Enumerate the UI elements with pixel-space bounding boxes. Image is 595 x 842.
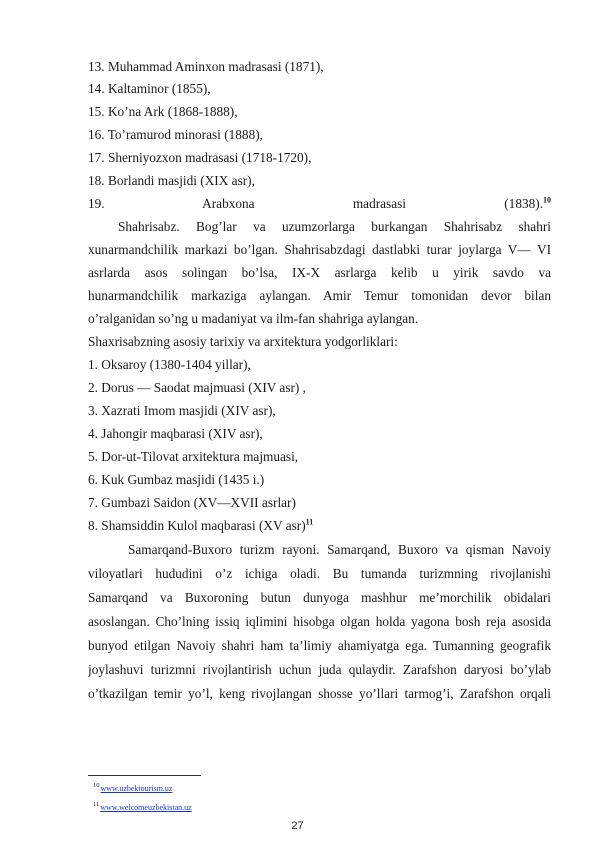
paragraph-line: Samarqand-Buxoro turizm rayoni. Samarqand, Buxoro va qisman Navoiy (128, 542, 551, 557)
paragraph-line: hunarmandchilik markaziga aylangan. Amir Temur tomonidan devor bilan (88, 288, 551, 303)
list-item: 2. Dorus — Saodat majmuasi (XIV asr) , (88, 380, 307, 395)
footnote-11 (88, 799, 192, 814)
list-item: 16. To’ramurod minorasi (1888), (88, 127, 263, 142)
item19-year: (1838).$^{10}$ (504, 195, 551, 211)
list-item: 3. Xazrati Imom masjidi (XIV asr), (88, 403, 276, 418)
item19-name: Arabxona (202, 196, 255, 211)
footnote-number: 10 (93, 782, 100, 789)
list-item-8: 8. Shamsiddin Kulol maqbarasi (XV asr)$^{11}$ (88, 517, 314, 533)
list-item: 4. Jahongir maqbarasi (XIV asr), (88, 426, 263, 441)
paragraph-line: Shahrisabz. Bog’lar va uzumzorlarga burkangan Shahrisabz shahri (118, 219, 551, 234)
paragraph-line: bunyod etilgan Navoiy shahri ham ta’limiy ahamiyatga ega. Tumanning geografik (88, 638, 551, 653)
list-item: 5. Dor-ut-Tilovat arxitektura majmuasi, (88, 449, 299, 464)
list-item: 14. Kaltaminor (1855), (88, 81, 211, 96)
paragraph-line: xunarmandchilik markazi bo’lgan. Shahrisabzdagi dastlabki turar joylarga V— VI (88, 242, 551, 257)
list-item: 13. Muhammad Aminxon madrasasi (1871), (88, 59, 324, 74)
list-item: 1. Oksaroy (1380-1404 yillar), (88, 357, 251, 372)
footnote-link[interactable]: www.welcomeuzbekistan.uz (100, 803, 192, 812)
list-item: 15. Ko’na Ark (1868-1888), (88, 104, 238, 119)
footnote-link[interactable]: www.uzbektourism.uz (100, 784, 173, 793)
list-item: 17. Sherniyozxon madrasasi (1718-1720), (88, 150, 312, 165)
paragraph-line: o’ralganidan so’ng u madaniyat va ilm-fan shahriga aylangan. (88, 311, 419, 326)
list-item: 6. Kuk Gumbaz masjidi (1435 i.) (88, 472, 265, 487)
footnote-ref-10[interactable]: 10 (543, 195, 551, 205)
footnote-10 (88, 780, 172, 795)
paragraph-line: o’tkazilgan temir yo’l, keng rivojlangan shosse yo’llari tarmog’i, Zarafshon orqali (88, 686, 551, 701)
paragraph-line: Samarqand va Buxoroning butun dunyoga mashhur me’morchilik obidalari (88, 590, 551, 605)
footnote-number: 11 (93, 801, 100, 808)
item19-num: 19. (88, 196, 105, 211)
list-item: 7. Gumbazi Saidon (XV—XVII asrlar) (88, 495, 296, 510)
list-item-19 (88, 195, 551, 213)
footnote-divider (88, 775, 201, 776)
page-number: 27 (291, 820, 304, 832)
paragraph-line: asoslangan. Cho’lning issiq iqlimini hisobga olgan holda yagona bosh reja asosida (88, 614, 551, 629)
list-item: 18. Borlandi masjidi (XIX asr), (88, 173, 255, 188)
item19-type: madrasasi (352, 196, 406, 211)
paragraph-line: asrlarda asos solingan bo’lsa, IX-X asrlarga kelib u yirik savdo va (88, 265, 551, 280)
list-heading: Shaxrisabzning asosiy tarixiy va arxitektura yodgorliklari: (88, 334, 398, 349)
paragraph-line: viloyatlari hududini o’z ichiga oladi. Bu tumanda turizmning rivojlanishi (88, 566, 551, 581)
footnote-ref-11[interactable]: 11 (305, 517, 314, 527)
paragraph-line: joylashuvi turizmni rivojlantirish uchun juda qulaydir. Zarafshon daryosi bo’ylab (88, 662, 551, 677)
